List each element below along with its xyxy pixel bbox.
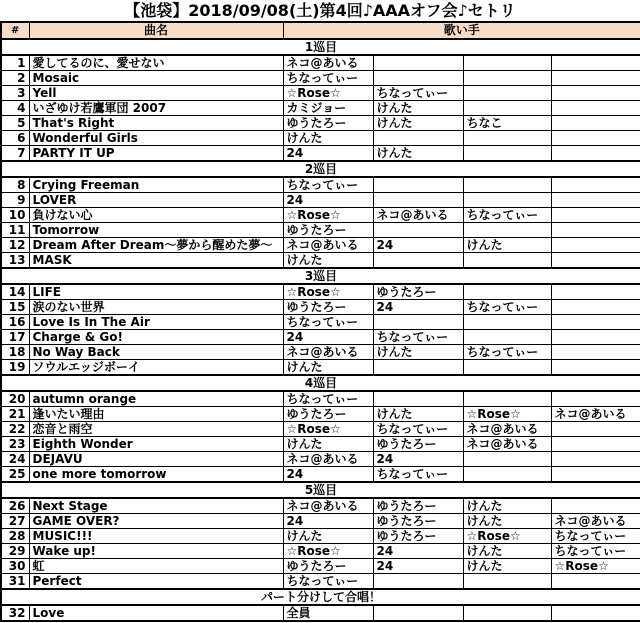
singer-cell bbox=[373, 193, 463, 208]
table-row bbox=[1, 238, 640, 253]
row-number: 32 bbox=[1, 605, 29, 621]
song-title: GAME OVER? bbox=[29, 514, 283, 529]
singer-cell bbox=[373, 315, 463, 330]
song-title: 虹 bbox=[29, 559, 283, 574]
singer-cell: ☆Rose☆ bbox=[283, 86, 373, 101]
song-title: DEJAVU bbox=[29, 452, 283, 467]
row-number: 1 bbox=[1, 55, 29, 71]
singer-cell bbox=[551, 131, 640, 146]
row-number: 5 bbox=[1, 116, 29, 131]
section-row bbox=[1, 589, 640, 605]
row-number: 26 bbox=[1, 498, 29, 514]
singer-cell: ちなってぃー bbox=[463, 345, 551, 360]
singer-cell: けんた bbox=[283, 360, 373, 376]
singer-cell bbox=[551, 300, 640, 315]
row-number: 18 bbox=[1, 345, 29, 360]
song-title: Perfect bbox=[29, 574, 283, 590]
singer-cell: ☆Rose☆ bbox=[551, 559, 640, 574]
table-row bbox=[1, 452, 640, 467]
singer-cell: 24 bbox=[283, 330, 373, 345]
singer-cell: けんた bbox=[283, 529, 373, 544]
singer-cell: ゆうたろー bbox=[283, 300, 373, 315]
singer-cell bbox=[551, 360, 640, 376]
singer-cell: けんた bbox=[373, 101, 463, 116]
singer-cell: ☆Rose☆ bbox=[463, 529, 551, 544]
row-number: 22 bbox=[1, 422, 29, 437]
singer-cell: 24 bbox=[373, 544, 463, 559]
table-row bbox=[1, 407, 640, 422]
row-number: 24 bbox=[1, 452, 29, 467]
table-row bbox=[1, 146, 640, 162]
singer-cell bbox=[551, 223, 640, 238]
singer-cell: 24 bbox=[283, 146, 373, 162]
table-row bbox=[1, 55, 640, 71]
singer-cell: ゆうたろー bbox=[283, 223, 373, 238]
setlist-table bbox=[0, 21, 640, 622]
table-row bbox=[1, 391, 640, 407]
song-title: LOVER bbox=[29, 193, 283, 208]
singer-cell: 24 bbox=[373, 452, 463, 467]
singer-cell: ☆Rose☆ bbox=[283, 544, 373, 559]
song-title: 愛してるのに、愛せない bbox=[29, 55, 283, 71]
singer-cell: ☆Rose☆ bbox=[283, 422, 373, 437]
row-number: 14 bbox=[1, 284, 29, 300]
singer-cell: けんた bbox=[373, 407, 463, 422]
singer-cell: ちなってぃー bbox=[373, 330, 463, 345]
singer-cell bbox=[373, 253, 463, 269]
singer-cell bbox=[463, 131, 551, 146]
singer-cell: ちなってぃー bbox=[283, 71, 373, 86]
singer-cell: ゆうたろー bbox=[283, 559, 373, 574]
singer-cell bbox=[463, 605, 551, 621]
singer-cell: けんた bbox=[283, 253, 373, 269]
singer-cell bbox=[463, 284, 551, 300]
section-row bbox=[1, 268, 640, 284]
table-row bbox=[1, 177, 640, 193]
singer-cell: ☆Rose☆ bbox=[283, 284, 373, 300]
section-label: 4巡目 bbox=[1, 375, 640, 391]
singer-cell bbox=[463, 146, 551, 162]
table-row bbox=[1, 208, 640, 223]
singer-cell: ちなってぃー bbox=[283, 315, 373, 330]
song-title: ソウルエッジボーイ bbox=[29, 360, 283, 376]
singer-cell bbox=[373, 131, 463, 146]
section-row bbox=[1, 482, 640, 498]
row-number: 30 bbox=[1, 559, 29, 574]
song-title: MUSIC!!! bbox=[29, 529, 283, 544]
song-title: No Way Back bbox=[29, 345, 283, 360]
singer-cell bbox=[373, 177, 463, 193]
singer-cell bbox=[463, 86, 551, 101]
table-row bbox=[1, 467, 640, 483]
singer-cell: ネコ@あいる bbox=[551, 407, 640, 422]
column-header-singers: 歌い手 bbox=[283, 22, 640, 39]
singer-cell bbox=[551, 238, 640, 253]
singer-cell: 24 bbox=[373, 238, 463, 253]
table-row bbox=[1, 360, 640, 376]
singer-cell: ゆうたろー bbox=[373, 514, 463, 529]
page-title: 【池袋】2018/09/08(土)第4回♪AAAオフ会♪セトリ bbox=[124, 1, 516, 20]
singer-cell bbox=[463, 360, 551, 376]
singer-cell bbox=[551, 177, 640, 193]
table-row bbox=[1, 437, 640, 452]
table-row bbox=[1, 116, 640, 131]
section-label: 3巡目 bbox=[1, 268, 640, 284]
song-title: Love Is In The Air bbox=[29, 315, 283, 330]
singer-cell: ちなってぃー bbox=[551, 529, 640, 544]
singer-cell: ゆうたろー bbox=[373, 437, 463, 452]
singer-cell: ゆうたろー bbox=[283, 407, 373, 422]
singer-cell: ちなってぃー bbox=[463, 208, 551, 223]
song-title: Tomorrow bbox=[29, 223, 283, 238]
song-title: 恋音と雨空 bbox=[29, 422, 283, 437]
singer-cell: ☆Rose☆ bbox=[283, 208, 373, 223]
row-number: 20 bbox=[1, 391, 29, 407]
section-row bbox=[1, 39, 640, 55]
song-title: 負けない心 bbox=[29, 208, 283, 223]
singer-cell bbox=[551, 55, 640, 71]
table-row bbox=[1, 253, 640, 269]
song-title: Crying Freeman bbox=[29, 177, 283, 193]
singer-cell: けんた bbox=[463, 498, 551, 514]
singer-cell: ネコ@あいる bbox=[283, 498, 373, 514]
song-title: LIFE bbox=[29, 284, 283, 300]
section-label: 5巡目 bbox=[1, 482, 640, 498]
singer-cell bbox=[463, 391, 551, 407]
table-row bbox=[1, 300, 640, 315]
singer-cell bbox=[463, 55, 551, 71]
song-title: いざゆけ若鷹軍団 2007 bbox=[29, 101, 283, 116]
table-row bbox=[1, 330, 640, 345]
table-row bbox=[1, 605, 640, 621]
singer-cell bbox=[551, 452, 640, 467]
row-number: 16 bbox=[1, 315, 29, 330]
singer-cell: ☆Rose☆ bbox=[463, 407, 551, 422]
singer-cell bbox=[373, 574, 463, 590]
singer-cell bbox=[463, 253, 551, 269]
row-number: 23 bbox=[1, 437, 29, 452]
singer-cell bbox=[373, 71, 463, 86]
singer-cell: ちなってぃー bbox=[373, 467, 463, 483]
singer-cell: 24 bbox=[373, 300, 463, 315]
song-title: PARTY IT UP bbox=[29, 146, 283, 162]
row-number: 13 bbox=[1, 253, 29, 269]
singer-cell bbox=[373, 55, 463, 71]
song-title: Wonderful Girls bbox=[29, 131, 283, 146]
section-row bbox=[1, 375, 640, 391]
table-row bbox=[1, 131, 640, 146]
singer-cell bbox=[463, 177, 551, 193]
singer-cell bbox=[551, 315, 640, 330]
row-number: 8 bbox=[1, 177, 29, 193]
singer-cell bbox=[551, 467, 640, 483]
song-title: autumn orange bbox=[29, 391, 283, 407]
column-header-song: 曲名 bbox=[29, 22, 283, 39]
row-number: 2 bbox=[1, 71, 29, 86]
singer-cell: ちなってぃー bbox=[283, 574, 373, 590]
table-row bbox=[1, 71, 640, 86]
table-row bbox=[1, 498, 640, 514]
singer-cell: ゆうたろー bbox=[283, 116, 373, 131]
row-number: 31 bbox=[1, 574, 29, 590]
song-title: Love bbox=[29, 605, 283, 621]
song-title: 逢いたい理由 bbox=[29, 407, 283, 422]
singer-cell: 全員 bbox=[283, 605, 373, 621]
singer-cell: ゆうたろー bbox=[373, 284, 463, 300]
row-number: 15 bbox=[1, 300, 29, 315]
singer-cell bbox=[463, 452, 551, 467]
singer-cell bbox=[463, 223, 551, 238]
singer-cell: けんた bbox=[373, 146, 463, 162]
row-number: 21 bbox=[1, 407, 29, 422]
table-header-row bbox=[1, 22, 640, 39]
singer-cell: 24 bbox=[373, 559, 463, 574]
singer-cell bbox=[551, 391, 640, 407]
singer-cell: 24 bbox=[283, 467, 373, 483]
singer-cell bbox=[551, 345, 640, 360]
singer-cell bbox=[551, 146, 640, 162]
singer-cell bbox=[373, 391, 463, 407]
row-number: 7 bbox=[1, 146, 29, 162]
column-header-number: # bbox=[1, 22, 29, 39]
singer-cell: ネコ@あいる bbox=[373, 208, 463, 223]
singer-cell: ネコ@あいる bbox=[463, 422, 551, 437]
song-title: That's Right bbox=[29, 116, 283, 131]
row-number: 27 bbox=[1, 514, 29, 529]
singer-cell bbox=[551, 574, 640, 590]
row-number: 11 bbox=[1, 223, 29, 238]
singer-cell bbox=[551, 498, 640, 514]
singer-cell: けんた bbox=[463, 514, 551, 529]
row-number: 10 bbox=[1, 208, 29, 223]
singer-cell bbox=[463, 71, 551, 86]
singer-cell: カミジョー bbox=[283, 101, 373, 116]
row-number: 4 bbox=[1, 101, 29, 116]
singer-cell: ちなこ bbox=[463, 116, 551, 131]
singer-cell: ちなってぃー bbox=[373, 422, 463, 437]
song-title: Mosaic bbox=[29, 71, 283, 86]
row-number: 6 bbox=[1, 131, 29, 146]
singer-cell: ちなってぃー bbox=[463, 300, 551, 315]
singer-cell bbox=[551, 605, 640, 621]
song-title: 涙のない世界 bbox=[29, 300, 283, 315]
song-title: Yell bbox=[29, 86, 283, 101]
table-row bbox=[1, 345, 640, 360]
singer-cell: ネコ@あいる bbox=[283, 238, 373, 253]
table-row bbox=[1, 315, 640, 330]
singer-cell bbox=[463, 467, 551, 483]
table-row bbox=[1, 574, 640, 590]
singer-cell: ネコ@あいる bbox=[463, 437, 551, 452]
singer-cell: ネコ@あいる bbox=[551, 514, 640, 529]
singer-cell: 24 bbox=[283, 514, 373, 529]
table-row bbox=[1, 284, 640, 300]
singer-cell: けんた bbox=[283, 437, 373, 452]
song-title: Next Stage bbox=[29, 498, 283, 514]
row-number: 12 bbox=[1, 238, 29, 253]
singer-cell: ゆうたろー bbox=[373, 498, 463, 514]
table-row bbox=[1, 422, 640, 437]
singer-cell: ちなってぃー bbox=[283, 177, 373, 193]
singer-cell: ネコ@あいる bbox=[283, 345, 373, 360]
singer-cell: けんた bbox=[373, 345, 463, 360]
table-row bbox=[1, 544, 640, 559]
singer-cell bbox=[373, 605, 463, 621]
singer-cell bbox=[551, 284, 640, 300]
singer-cell: ゆうたろー bbox=[373, 529, 463, 544]
row-number: 25 bbox=[1, 467, 29, 483]
singer-cell bbox=[373, 223, 463, 238]
singer-cell: ネコ@あいる bbox=[283, 55, 373, 71]
singer-cell bbox=[551, 208, 640, 223]
section-label: 2巡目 bbox=[1, 161, 640, 177]
table-row bbox=[1, 223, 640, 238]
singer-cell: けんた bbox=[463, 238, 551, 253]
singer-cell bbox=[551, 101, 640, 116]
song-title: Wake up! bbox=[29, 544, 283, 559]
song-title: Charge & Go! bbox=[29, 330, 283, 345]
singer-cell bbox=[463, 315, 551, 330]
singer-cell: ちなってぃー bbox=[551, 544, 640, 559]
song-title: MASK bbox=[29, 253, 283, 269]
section-label: パート分けして合唱！ bbox=[1, 589, 640, 605]
singer-cell bbox=[463, 574, 551, 590]
singer-cell bbox=[463, 193, 551, 208]
table-row bbox=[1, 86, 640, 101]
row-number: 17 bbox=[1, 330, 29, 345]
section-label: 1巡目 bbox=[1, 39, 640, 55]
singer-cell bbox=[551, 422, 640, 437]
row-number: 9 bbox=[1, 193, 29, 208]
song-title: Eighth Wonder bbox=[29, 437, 283, 452]
table-row bbox=[1, 101, 640, 116]
table-row bbox=[1, 514, 640, 529]
singer-cell: けんた bbox=[463, 544, 551, 559]
singer-cell: けんた bbox=[463, 559, 551, 574]
row-number: 29 bbox=[1, 544, 29, 559]
singer-cell bbox=[463, 330, 551, 345]
setlist-body bbox=[1, 39, 640, 621]
singer-cell: ちなってぃー bbox=[283, 391, 373, 407]
song-title: one more tomorrow bbox=[29, 467, 283, 483]
row-number: 19 bbox=[1, 360, 29, 376]
singer-cell bbox=[551, 253, 640, 269]
singer-cell bbox=[373, 360, 463, 376]
singer-cell bbox=[551, 116, 640, 131]
singer-cell bbox=[551, 437, 640, 452]
singer-cell bbox=[551, 86, 640, 101]
table-row bbox=[1, 529, 640, 544]
row-number: 3 bbox=[1, 86, 29, 101]
row-number: 28 bbox=[1, 529, 29, 544]
singer-cell: けんた bbox=[373, 116, 463, 131]
table-row bbox=[1, 559, 640, 574]
singer-cell bbox=[551, 71, 640, 86]
singer-cell: 24 bbox=[283, 193, 373, 208]
section-row bbox=[1, 161, 640, 177]
singer-cell bbox=[463, 101, 551, 116]
singer-cell bbox=[551, 330, 640, 345]
singer-cell: ネコ@あいる bbox=[283, 452, 373, 467]
singer-cell bbox=[551, 193, 640, 208]
song-title: Dream After Dream～夢から醒めた夢～ bbox=[29, 238, 283, 253]
singer-cell: ちなってぃー bbox=[373, 86, 463, 101]
table-row bbox=[1, 193, 640, 208]
singer-cell: けんた bbox=[283, 131, 373, 146]
